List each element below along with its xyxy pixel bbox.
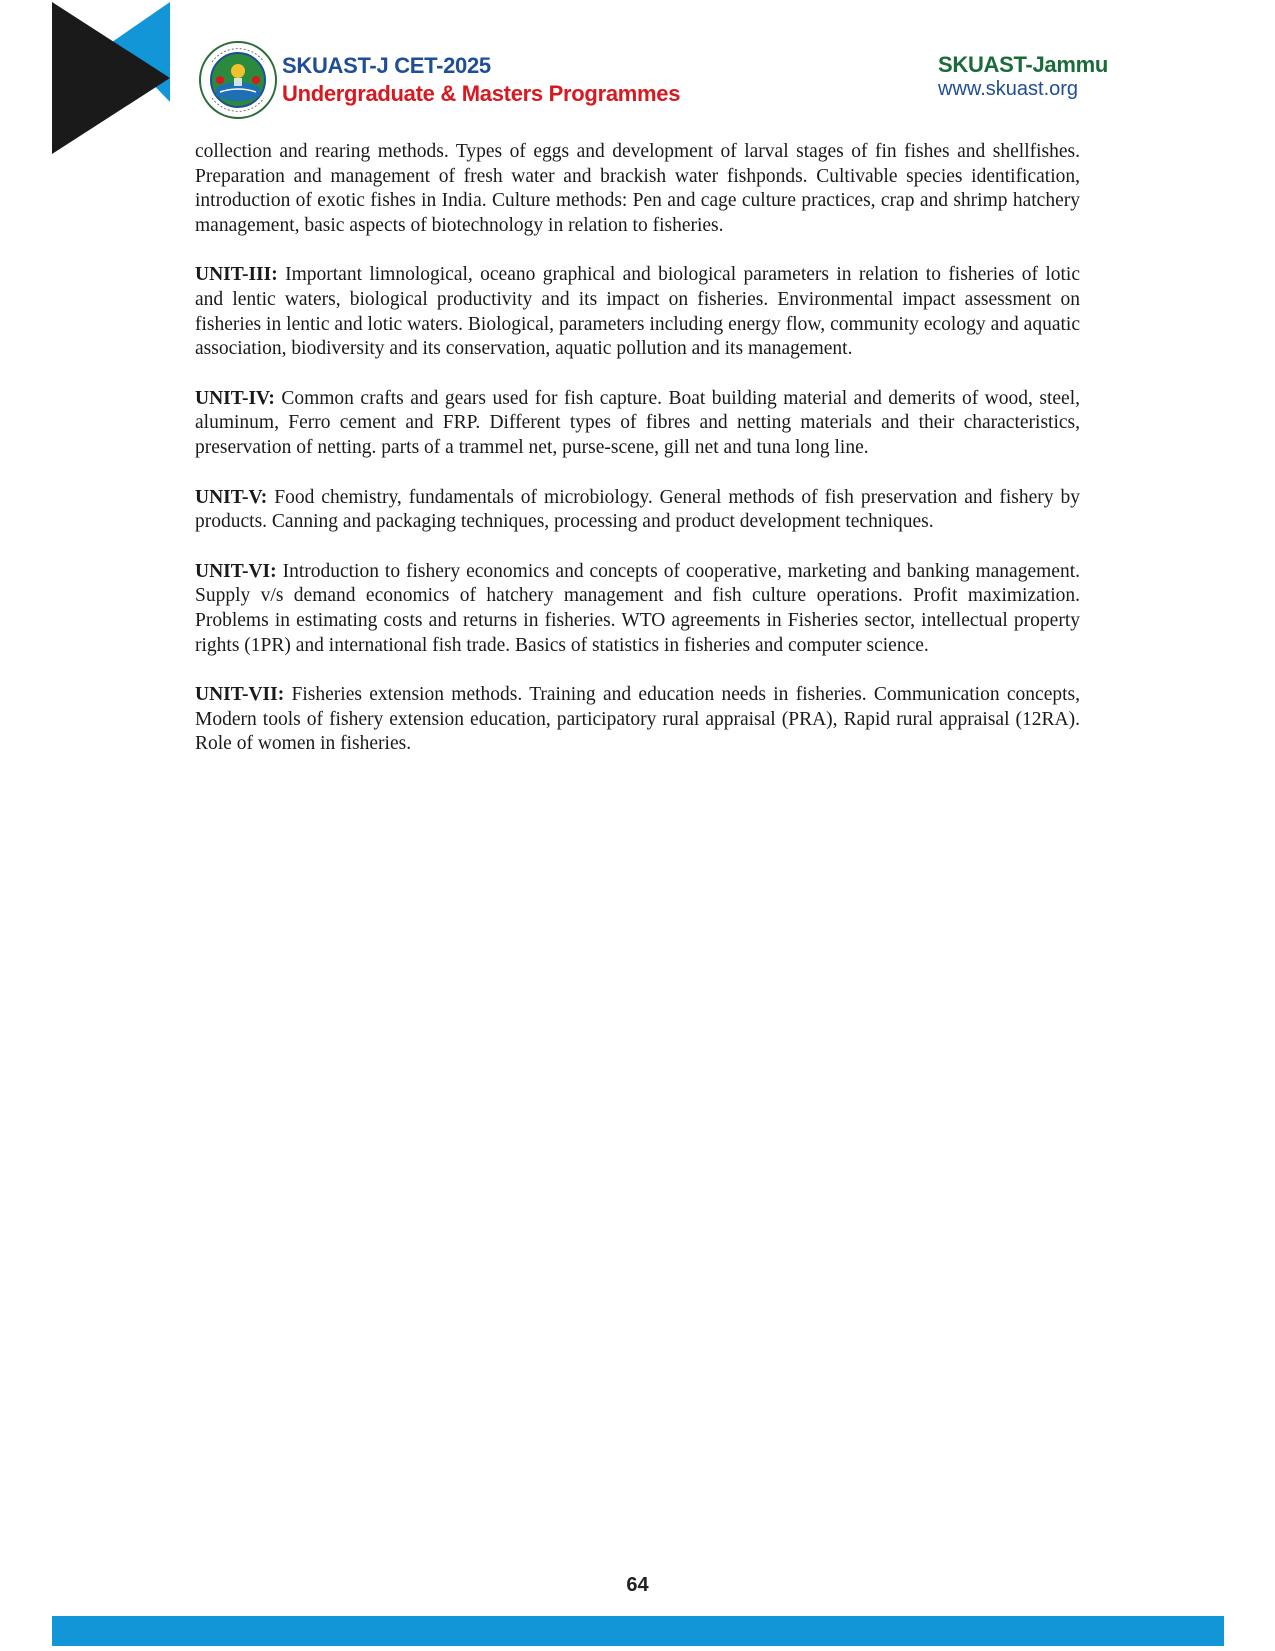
institution-website-link[interactable]: www.skuast.org	[938, 78, 1079, 100]
institution-name: SKUAST-Jammu	[938, 52, 1108, 77]
header-titles	[282, 52, 680, 108]
syllabus-content	[195, 140, 1080, 782]
unit-v-paragraph	[195, 486, 1080, 535]
unit-iii-paragraph	[195, 263, 1080, 361]
unit-text: Introduction to fishery economics and concepts of cooperative, marketing and banking management. Supply v/s demand economics of hatchery management and fish culture operations. Profit maximization. Problems in estimating costs and returns in fisheries. WTO agreements in Fisheries sector, intellectual property rights (1PR) and international fish trade. Basics of statistics in fisheries and computer science.	[195, 560, 1080, 656]
unit-text: Food chemistry, fundamentals of microbiology. General methods of fish preservation and fishery by products. Canning and packaging techniques, processing and product development techniques.	[195, 486, 1080, 533]
unit-iv-paragraph	[195, 387, 1080, 461]
university-seal-icon	[198, 40, 278, 120]
unit-text: Common crafts and gears used for fish capture. Boat building material and demerits of wood, steel, aluminum, Ferro cement and FRP. Different types of fibres and netting materials and their characteristics, preservation of netting. parts of a trammel net, purse-scene, gill net and tuna long line.	[195, 387, 1080, 458]
unit-text: Fisheries extension methods. Training and education needs in fisheries. Communication concepts, Modern tools of fishery extension education, participatory rural appraisal (PRA), Rapid rural appraisal (12RA). Role of women in fisheries.	[195, 684, 1080, 755]
unit-text: Important limnological, oceano graphical and biological parameters in relation to fisheries of lotic and lentic waters, biological productivity and its impact on fisheries. Environmental impact assessment on fisheries in lentic and lotic waters. Biological, parameters including energy flow, community ecology and aquatic association, biodiversity and its conservation, aquatic pollution and its management.	[195, 264, 1080, 360]
unit-heading: UNIT-V:	[195, 486, 268, 508]
institution-block	[938, 52, 1108, 100]
programme-subtitle: Undergraduate & Masters Programmes	[282, 81, 681, 106]
unit-vii-paragraph	[195, 683, 1080, 757]
corner-triangle-graphic	[52, 2, 180, 162]
intro-paragraph: collection and rearing methods. Types of eggs and development of larval stages of fin fishes and shellfishes. Preparation and management of fresh water and brackish water fishponds. Cultivable species identification, introduction of exotic fishes in India. Culture methods: Pen and cage culture practices, crap and shrimp hatchery management, basic aspects of biotechnology in relation to fisheries.	[195, 141, 1080, 236]
unit-heading: UNIT-IV:	[195, 387, 275, 409]
unit-heading: UNIT-VI:	[195, 560, 277, 582]
footer-bar	[52, 1616, 1224, 1646]
exam-title: SKUAST-J CET-2025	[282, 53, 491, 78]
unit-heading: UNIT-III:	[195, 264, 278, 286]
unit-heading: UNIT-VII:	[195, 684, 285, 706]
page-number: 64	[626, 1574, 649, 1596]
unit-vi-paragraph	[195, 560, 1080, 658]
